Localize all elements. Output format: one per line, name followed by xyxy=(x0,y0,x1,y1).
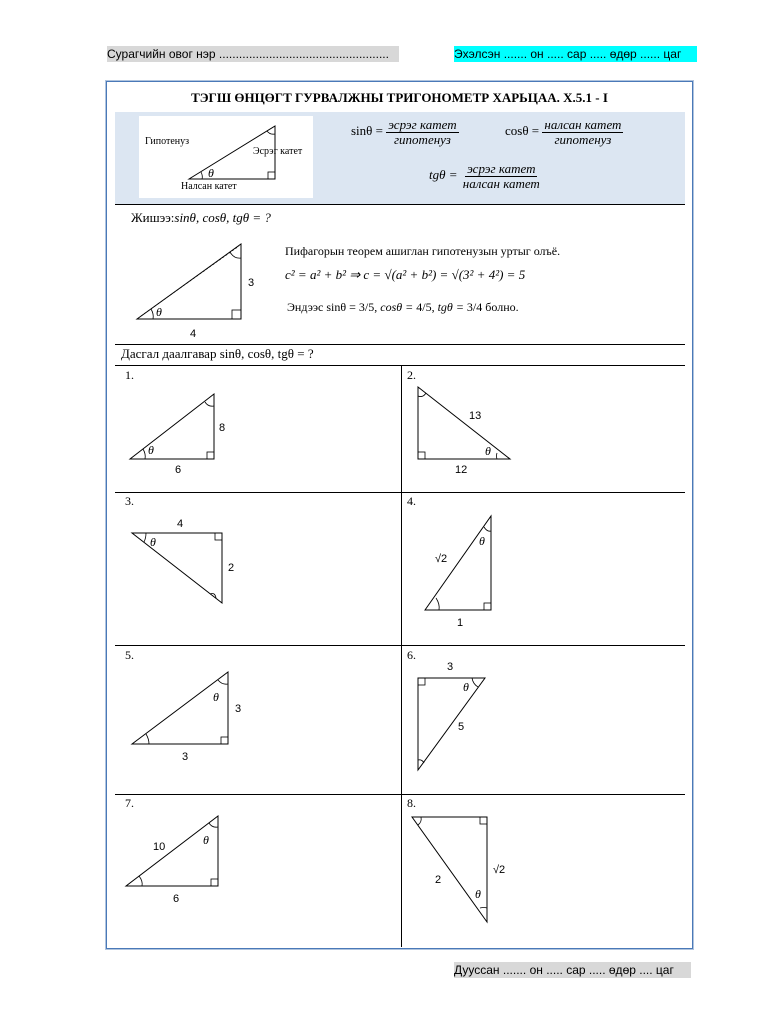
svg-text:θ: θ xyxy=(208,166,214,180)
student-name-field: Сурагчийн овог нэр ................................................... xyxy=(107,46,399,62)
start-time-field: Эхэлсэн ....... он ..... сар ..... өдөр ...... цаг xyxy=(454,46,697,62)
exercise-2-side-b: 12 xyxy=(455,464,468,476)
example-triangle xyxy=(127,232,267,342)
sin-denominator: гипотенуз xyxy=(393,131,451,147)
exercise-4-number: 4. xyxy=(407,494,416,508)
exercise-1-side-b: 6 xyxy=(175,464,182,476)
exercise-8-side-a: 2 xyxy=(435,874,442,886)
exercise-7-triangle xyxy=(123,812,243,922)
pythagoras-text: Пифагорын теорем ашиглан гипотенузын уртыг олъё. xyxy=(285,244,561,258)
hypotenuse-label: Гипотенуз xyxy=(145,136,190,147)
exercise-8-side-b: √2 xyxy=(493,864,506,876)
cos-definition xyxy=(505,118,623,146)
example-side-vertical: 3 xyxy=(248,277,255,289)
exercise-3-side-b: 2 xyxy=(228,562,235,574)
example-question xyxy=(131,210,271,226)
example-question-text: sinθ, cosθ, tgθ = ? xyxy=(174,210,271,225)
exercise-heading: Дасгал даалгавар sinθ, cosθ, tgθ = ? xyxy=(121,346,314,361)
tg-numerator: эсрэг катет xyxy=(467,161,536,176)
result-suffix: болно. xyxy=(485,300,519,314)
exercise-5-side-b: 3 xyxy=(182,751,189,763)
exercise-8-number: 8. xyxy=(407,796,416,810)
example-side-horizontal: 4 xyxy=(190,328,197,340)
sin-lhs: sinθ = xyxy=(351,123,383,139)
sin-definition xyxy=(351,118,459,146)
exercise-4-side-b: 1 xyxy=(457,617,464,629)
result-cos: 4/5 xyxy=(416,300,432,314)
result-sin: 3/5 xyxy=(358,300,375,314)
opposite-leg-label: Эсрэг катет xyxy=(253,146,303,157)
exercise-2-number: 2. xyxy=(407,368,416,382)
exercise-3-side-a: 4 xyxy=(177,518,184,530)
worksheet-title: ТЭГШ ӨНЦӨГТ ГУРВАЛЖНЫ ТРИГОНОМЕТР ХАРЬЦАА. X.5.1 - I xyxy=(191,90,608,105)
exercise-5-number: 5. xyxy=(125,648,134,662)
svg-text:θ: θ xyxy=(479,534,485,548)
exercise-7-side-b: 6 xyxy=(173,893,180,905)
worksheet xyxy=(106,81,693,949)
svg-text:θ: θ xyxy=(485,444,491,458)
exercise-6-triangle xyxy=(413,661,533,784)
exercise-1-side-a: 8 xyxy=(219,422,226,434)
cos-numerator: налсан катет xyxy=(544,117,622,132)
exercise-2-side-a: 13 xyxy=(469,410,482,422)
exercise-5-side-a: 3 xyxy=(235,703,242,715)
exercise-4-triangle xyxy=(417,510,537,630)
tg-denominator: налсан катет xyxy=(462,175,540,191)
exercise-4-side-a: √2 xyxy=(435,553,448,565)
example-heading: Жишээ: xyxy=(131,210,175,225)
exercise-6-number: 6. xyxy=(407,648,416,662)
exercise-7-side-a: 10 xyxy=(153,841,166,853)
svg-text:θ: θ xyxy=(475,887,481,901)
exercise-6-side-b: 5 xyxy=(458,721,465,733)
exercise-5-triangle xyxy=(127,664,257,774)
exercise-7-number: 7. xyxy=(125,796,134,810)
exercise-1-triangle xyxy=(125,382,245,482)
svg-text:θ: θ xyxy=(213,690,219,704)
svg-text:θ: θ xyxy=(148,443,154,457)
exercise-2-triangle xyxy=(409,382,529,482)
exercise-1-number: 1. xyxy=(125,368,134,382)
svg-text:θ: θ xyxy=(463,680,469,694)
sin-numerator: эсрэг катет xyxy=(388,117,457,132)
cos-lhs: cosθ = xyxy=(505,123,540,139)
cos-denominator: гипотенуз xyxy=(554,131,612,147)
exercise-3-number: 3. xyxy=(125,494,134,508)
tg-definition xyxy=(429,162,542,190)
exercise-6-side-a: 3 xyxy=(447,661,454,673)
pythagoras-formula: c² = a² + b² ⇒ c = √(a² + b²) = √(3² + 4²) = 5 xyxy=(285,267,526,282)
finish-time-field: Дууссан ....... он ..... сар ..... өдөр .... цаг xyxy=(454,962,691,978)
result-tg: 3/4 xyxy=(466,300,483,314)
svg-text:θ: θ xyxy=(156,305,162,319)
exercise-8-triangle xyxy=(409,812,529,932)
result-prefix: Эндээс sinθ = xyxy=(287,300,356,314)
svg-text:θ: θ xyxy=(150,535,156,549)
svg-text:θ: θ xyxy=(203,833,209,847)
adjacent-leg-label: Налсан катет xyxy=(181,181,237,192)
exercise-3-triangle xyxy=(127,510,247,610)
tg-lhs: tgθ = xyxy=(429,167,458,183)
example-result: Эндээс sinθ = 3/5, cosθ = 4/5, tgθ = 3/4 болно. xyxy=(287,300,519,314)
